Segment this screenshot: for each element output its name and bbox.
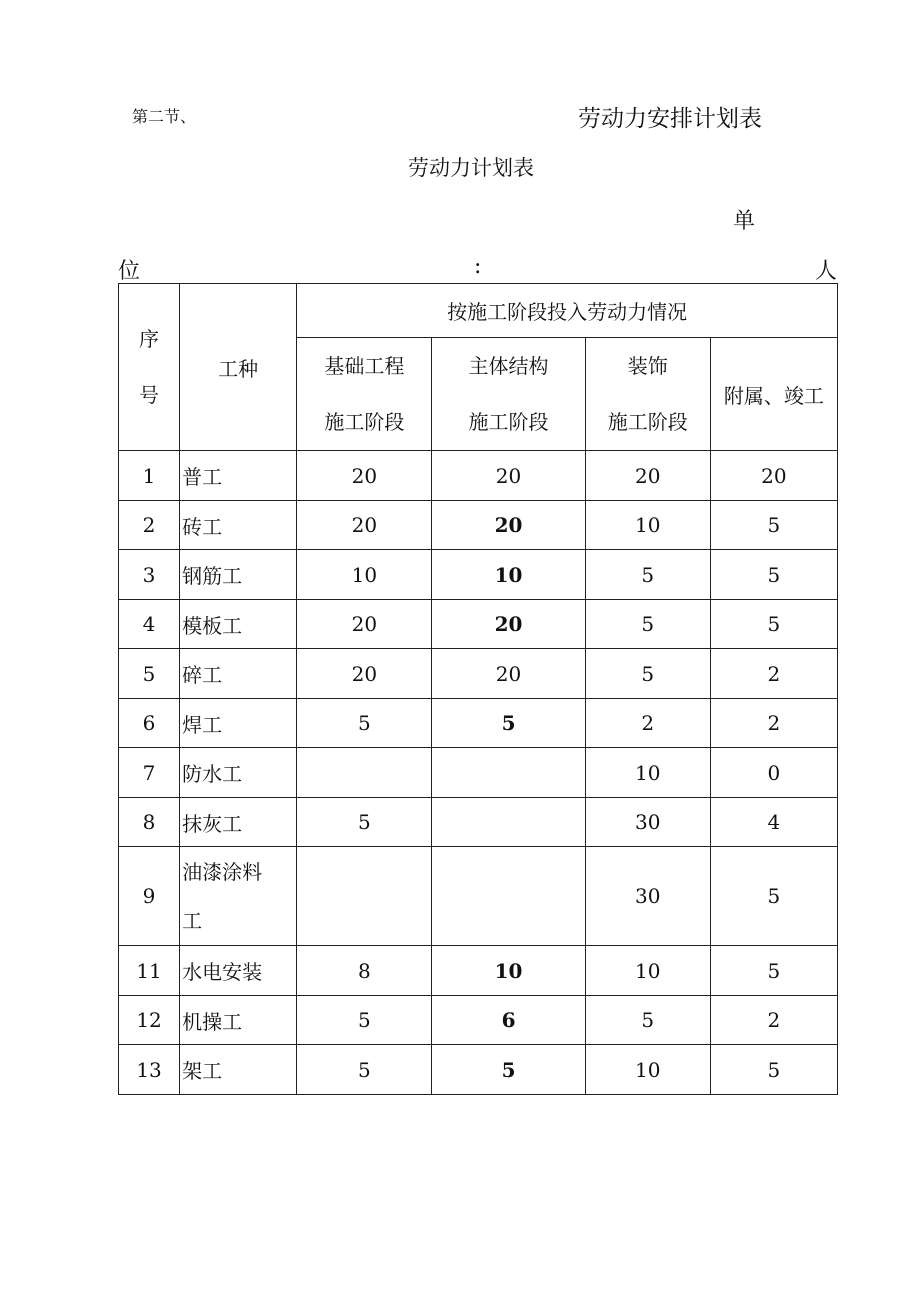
unit-label-colon: : <box>474 254 482 279</box>
cell-ancillary: 2 <box>710 996 837 1045</box>
header-seq-line1: 序 <box>139 327 160 351</box>
cell-structure <box>432 748 585 798</box>
cell-trade-line2: 工 <box>182 909 203 933</box>
cell-trade: 模板工 <box>180 600 297 649</box>
cell-structure: 5 <box>432 699 585 748</box>
cell-foundation: 5 <box>297 699 432 748</box>
cell-ancillary: 5 <box>710 501 837 550</box>
table-row <box>119 946 838 996</box>
header-phase-line2: 施工阶段 <box>324 410 405 434</box>
section-title: 劳动力安排计划表 <box>578 106 762 132</box>
cell-ancillary: 5 <box>710 847 837 946</box>
cell-ancillary: 5 <box>710 946 837 996</box>
unit-label-dan: 单 <box>733 209 756 234</box>
cell-trade: 普工 <box>180 451 297 501</box>
header-phase-ancillary: 附属、竣工 <box>710 338 837 451</box>
table-title: 劳动力计划表 <box>408 156 534 180</box>
cell-foundation <box>297 847 432 946</box>
cell-seq: 13 <box>119 1045 180 1095</box>
cell-seq: 4 <box>119 600 180 649</box>
table-row <box>119 600 838 649</box>
cell-ancillary: 2 <box>710 649 837 699</box>
cell-decoration: 10 <box>585 748 710 798</box>
cell-trade: 架工 <box>180 1045 297 1095</box>
header-phase-group: 按施工阶段投入劳动力情况 <box>297 284 838 338</box>
cell-ancillary: 5 <box>710 550 837 600</box>
cell-trade: 砖工 <box>180 501 297 550</box>
cell-trade-line1: 油漆涂料 <box>182 860 263 884</box>
header-phase-line1: 主体结构 <box>468 354 549 378</box>
cell-ancillary: 2 <box>710 699 837 748</box>
cell-trade: 焊工 <box>180 699 297 748</box>
cell-trade: 机操工 <box>180 996 297 1045</box>
cell-seq: 12 <box>119 996 180 1045</box>
cell-structure: 20 <box>432 501 585 550</box>
cell-ancillary: 4 <box>710 798 837 847</box>
header-phase-line2: 施工阶段 <box>468 410 549 434</box>
cell-structure: 20 <box>432 600 585 649</box>
cell-structure: 10 <box>432 550 585 600</box>
table-row <box>119 649 838 699</box>
cell-foundation: 10 <box>297 550 432 600</box>
table-row <box>119 798 838 847</box>
cell-decoration: 5 <box>585 996 710 1045</box>
cell-seq: 1 <box>119 451 180 501</box>
table-row <box>119 748 838 798</box>
cell-decoration: 20 <box>585 451 710 501</box>
cell-ancillary: 0 <box>710 748 837 798</box>
table-header-row <box>119 284 838 338</box>
header-seq <box>119 284 180 451</box>
cell-decoration: 10 <box>585 946 710 996</box>
cell-decoration: 5 <box>585 649 710 699</box>
cell-trade: 钢筋工 <box>180 550 297 600</box>
cell-foundation: 5 <box>297 1045 432 1095</box>
table-row <box>119 847 838 946</box>
cell-foundation: 20 <box>297 501 432 550</box>
cell-decoration: 30 <box>585 798 710 847</box>
cell-structure: 10 <box>432 946 585 996</box>
cell-seq: 3 <box>119 550 180 600</box>
table-row <box>119 501 838 550</box>
cell-seq: 5 <box>119 649 180 699</box>
table-row <box>119 996 838 1045</box>
cell-seq: 11 <box>119 946 180 996</box>
cell-structure <box>432 847 585 946</box>
cell-trade <box>180 847 297 946</box>
cell-decoration: 5 <box>585 550 710 600</box>
header-trade: 工种 <box>180 284 297 451</box>
header-phase-line1: 装饰 <box>627 354 668 378</box>
cell-trade: 抹灰工 <box>180 798 297 847</box>
cell-decoration: 2 <box>585 699 710 748</box>
cell-ancillary: 5 <box>710 1045 837 1095</box>
cell-seq: 6 <box>119 699 180 748</box>
cell-decoration: 10 <box>585 501 710 550</box>
cell-structure: 20 <box>432 451 585 501</box>
cell-decoration: 30 <box>585 847 710 946</box>
cell-seq: 7 <box>119 748 180 798</box>
cell-seq: 9 <box>119 847 180 946</box>
cell-foundation: 20 <box>297 600 432 649</box>
cell-structure <box>432 798 585 847</box>
header-phase-line1: 基础工程 <box>324 354 405 378</box>
cell-foundation: 5 <box>297 996 432 1045</box>
cell-structure: 5 <box>432 1045 585 1095</box>
cell-seq: 2 <box>119 501 180 550</box>
cell-foundation: 20 <box>297 649 432 699</box>
cell-decoration: 5 <box>585 600 710 649</box>
cell-foundation: 20 <box>297 451 432 501</box>
unit-label-wei: 位 <box>118 259 141 284</box>
cell-trade: 碎工 <box>180 649 297 699</box>
cell-seq: 8 <box>119 798 180 847</box>
header-phase-structure <box>432 338 585 451</box>
cell-trade: 水电安装 <box>180 946 297 996</box>
cell-foundation <box>297 748 432 798</box>
unit-label-ren: 人 <box>815 259 838 284</box>
cell-structure: 20 <box>432 649 585 699</box>
section-label: 第二节、 <box>132 107 197 126</box>
cell-trade: 防水工 <box>180 748 297 798</box>
labor-plan-table <box>118 283 838 1095</box>
header-seq-line2: 号 <box>139 383 160 407</box>
table-row <box>119 451 838 501</box>
header-phase-line2: 施工阶段 <box>607 410 688 434</box>
header-phase-foundation <box>297 338 432 451</box>
cell-foundation: 8 <box>297 946 432 996</box>
header-phase-decoration <box>585 338 710 451</box>
table-row <box>119 550 838 600</box>
table-row <box>119 1045 838 1095</box>
cell-ancillary: 20 <box>710 451 837 501</box>
cell-decoration: 10 <box>585 1045 710 1095</box>
cell-structure: 6 <box>432 996 585 1045</box>
cell-foundation: 5 <box>297 798 432 847</box>
cell-ancillary: 5 <box>710 600 837 649</box>
table-row <box>119 699 838 748</box>
